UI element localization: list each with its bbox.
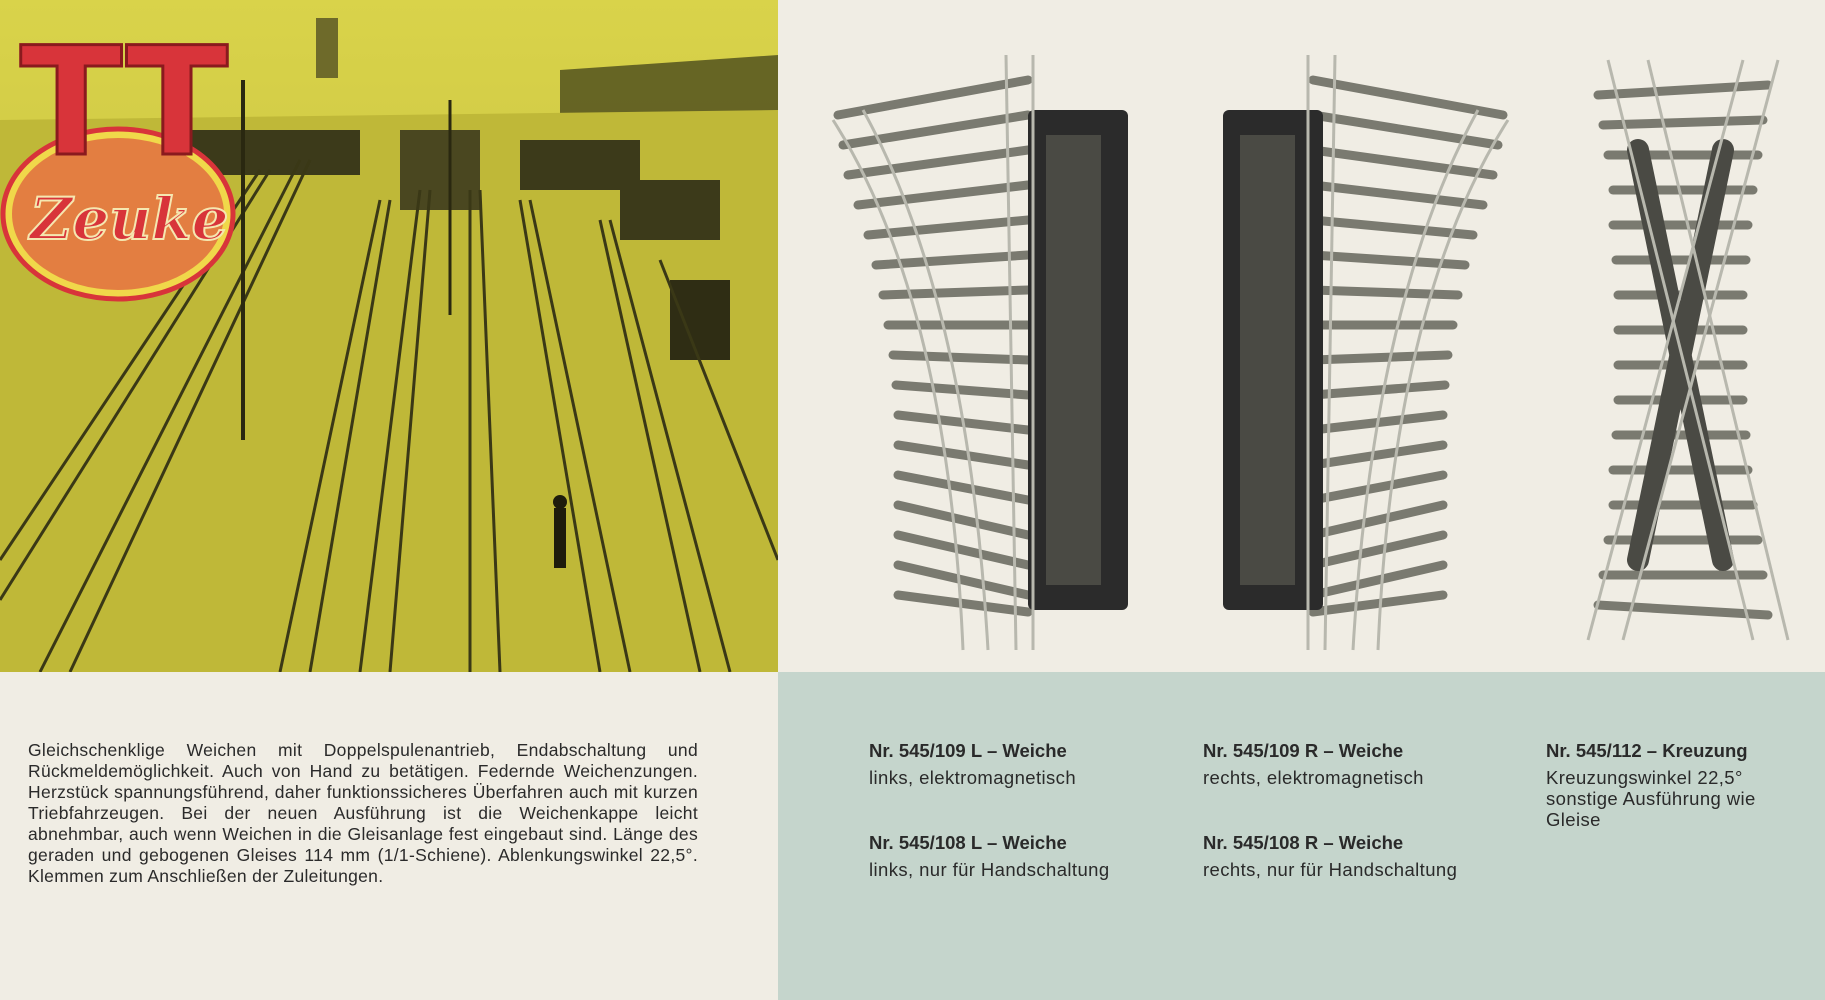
description-panel [0, 672, 778, 1000]
product-illustrations [778, 0, 1825, 672]
spec-body: links, nur für Handschaltung [869, 859, 1110, 880]
right-turnout-illustration [1223, 55, 1508, 650]
spec-545-109-l [869, 740, 1139, 788]
left-turnout-illustration [833, 55, 1128, 650]
spec-545-108-r [1203, 832, 1473, 880]
spec-body: links, elektromagnetisch [869, 767, 1077, 788]
zeuke-logo [0, 14, 250, 304]
crossing-illustration [1588, 60, 1788, 640]
spec-545-108-l [869, 832, 1139, 880]
railyard-photo [0, 0, 778, 672]
spec-body: rechts, nur für Handschaltung [1203, 859, 1458, 880]
spec-545-112 [1546, 740, 1796, 830]
spec-545-109-r [1203, 740, 1473, 788]
logo-letters: TT [20, 16, 229, 190]
spec-head: Nr. 545/112 – Kreuzung [1546, 740, 1748, 761]
spec-head: Nr. 545/108 R – Weiche [1203, 832, 1404, 853]
specs-panel [778, 672, 1825, 1000]
description-text: Gleichschenklige Weichen mit Doppelspulenantrieb, Endabschaltung und Rückmeldemöglichkeit. Auch von Hand zu betätigen. Federnde Weichenzungen. Herzstück spannungsführend, daher funktionssicheres Überfahren auch mit kurzen Triebfahrzeugen. Bei der neuen Ausführung ist die Weichenkappe leicht abnehmbar, auch wenn Weichen in die Gleisanlage fest eingebaut sind. Länge des geraden und gebogenen Gleises 114 mm (1/1-Schiene). Ablenkungswinkel 22,5°. Klemmen zum Anschließen der Zuleitungen. [28, 740, 698, 886]
logo-brand: Zeuke [30, 185, 229, 253]
spec-body: rechts, elektromagnetisch [1203, 767, 1424, 788]
spec-head: Nr. 545/108 L – Weiche [869, 832, 1067, 853]
spec-head: Nr. 545/109 R – Weiche [1203, 740, 1404, 761]
spec-head: Nr. 545/109 L – Weiche [869, 740, 1067, 761]
spec-body: Kreuzungswinkel 22,5° sonstige Ausführung wie Gleise [1546, 767, 1756, 830]
